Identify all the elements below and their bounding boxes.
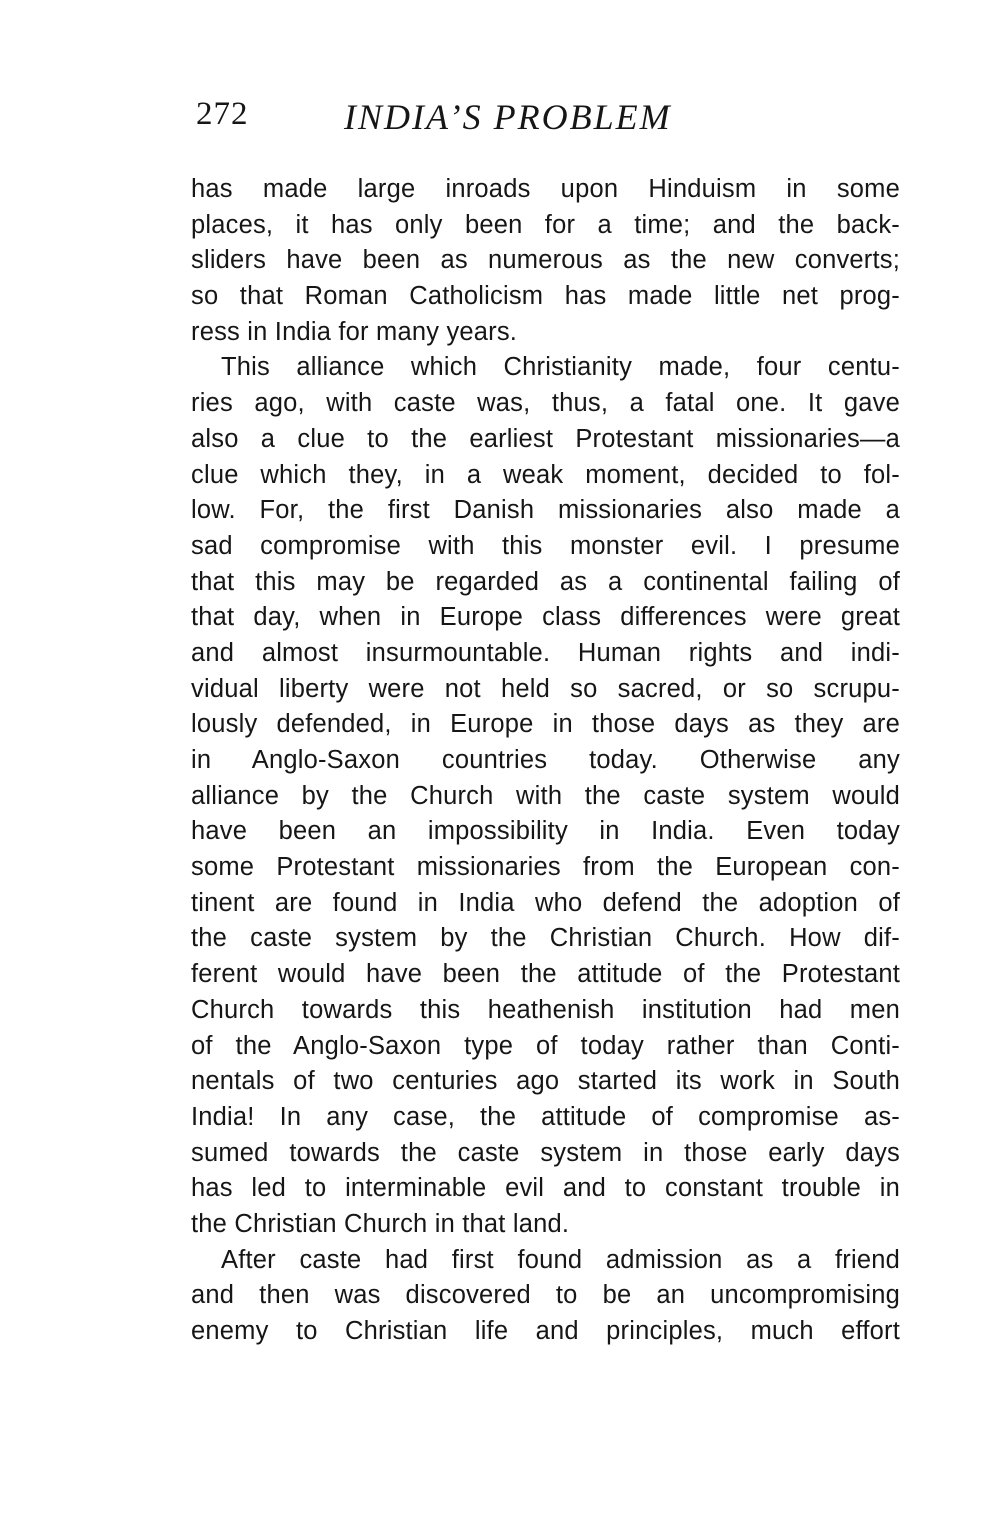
text-line: ferent would have been the attitude of the Protestant bbox=[191, 960, 900, 989]
text-line: have been an impossibility in India. Even today bbox=[191, 817, 900, 846]
text-line: nentals of two centuries ago started its work in South bbox=[191, 1067, 900, 1096]
text-line: ries ago, with caste was, thus, a fatal one. It gave bbox=[191, 389, 900, 418]
text-line: sliders have been as numerous as the new converts; bbox=[191, 246, 900, 275]
text-line: in Anglo-Saxon countries today. Otherwise any bbox=[191, 746, 900, 774]
text-line: India! In any case, the attitude of compromise as- bbox=[191, 1102, 900, 1131]
text-line: has made large inroads upon Hinduism in some bbox=[191, 175, 900, 203]
text-line: sad compromise with this monster evil. I presume bbox=[191, 531, 900, 560]
text-line: enemy to Christian life and principles, much effort bbox=[191, 1317, 900, 1345]
text-line: alliance by the Church with the caste system would bbox=[191, 781, 900, 810]
text-line: clue which they, in a weak moment, decided to fol- bbox=[191, 460, 900, 489]
text-line: that this may be regarded as a continental failing of bbox=[191, 567, 900, 596]
text-line: vidual liberty were not held so sacred, or so scrupu- bbox=[191, 674, 900, 703]
text-line: so that Roman Catholicism has made little net prog- bbox=[191, 282, 900, 311]
text-line: tinent are found in India who defend the adoption of bbox=[191, 888, 900, 917]
text-line: the caste system by the Christian Church. How dif- bbox=[191, 924, 900, 953]
text-line: some Protestant missionaries from the European con- bbox=[191, 853, 900, 882]
page-number: 272 bbox=[196, 96, 249, 132]
text-line: and then was discovered to be an uncompromising bbox=[191, 1281, 900, 1310]
text-line: the Christian Church in that land. bbox=[191, 1209, 570, 1238]
text-line: This alliance which Christianity made, four centu- bbox=[221, 353, 900, 382]
text-line: that day, when in Europe class differences were great bbox=[191, 603, 900, 632]
text-line: also a clue to the earliest Protestant missionaries—a bbox=[191, 424, 900, 453]
text-line: After caste had first found admission as a friend bbox=[221, 1245, 900, 1274]
text-line: sumed towards the caste system in those early days bbox=[191, 1138, 900, 1167]
text-line: of the Anglo-Saxon type of today rather than Conti- bbox=[191, 1031, 900, 1060]
text-line: ress in India for many years. bbox=[191, 317, 518, 346]
body-text bbox=[191, 172, 900, 1350]
running-title: INDIA’S PROBLEM bbox=[344, 97, 672, 137]
text-line: has led to interminable evil and to constant trouble in bbox=[191, 1174, 900, 1203]
text-line: Church towards this heathenish institution had men bbox=[191, 995, 900, 1024]
text-line: low. For, the first Danish missionaries also made a bbox=[191, 496, 900, 525]
text-line: and almost insurmountable. Human rights and indi- bbox=[191, 638, 900, 667]
text-line: lously defended, in Europe in those days as they are bbox=[191, 710, 900, 739]
running-head bbox=[196, 96, 796, 146]
text-line: places, it has only been for a time; and the back- bbox=[191, 210, 900, 239]
